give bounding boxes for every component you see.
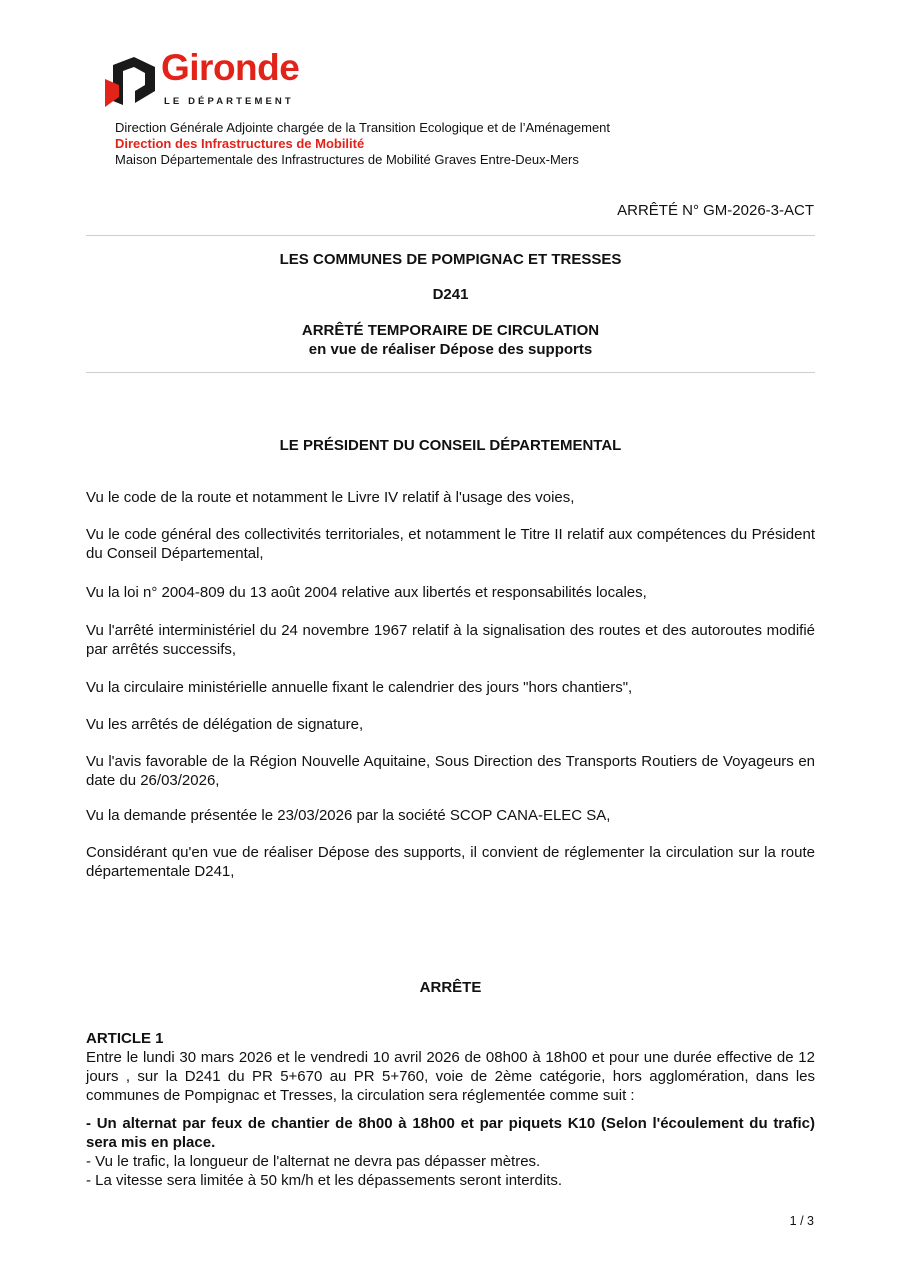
consideration-1: Vu le code de la route et notamment le Livre IV relatif à l'usage des voies,	[86, 489, 575, 506]
page-number: 1 / 3	[789, 1214, 814, 1228]
org-line-2: Direction des Infrastructures de Mobilité	[115, 136, 365, 151]
divider-bottom	[86, 372, 815, 373]
gironde-logo-mark-icon	[103, 57, 159, 117]
consideration-8: Vu la demande présentée le 23/03/2026 par la société SCOP CANA-ELEC SA,	[86, 807, 611, 824]
org-line-3: Maison Départementale des Infrastructures de Mobilité Graves Entre-Deux-Mers	[115, 152, 579, 167]
divider-top	[86, 235, 815, 236]
consideration-9: Considérant qu'en vue de réaliser Dépose des supports, il convient de réglementer la circulation sur la route départementale D241,	[86, 844, 815, 880]
decree-heading: ARRÊTE	[419, 979, 482, 996]
logo-subtitle: LE DÉPARTEMENT	[164, 96, 294, 107]
logo-name: Gironde	[161, 47, 300, 88]
article-1-text: Entre le lundi 30 mars 2026 et le vendredi 10 avril 2026 de 08h00 à 18h00 et pour une durée effective de 12 jours , sur la D241 du PR 5+670 au PR 5+760, voie de 2ème catégorie, hors agglomération, dans les communes de Pompignac et Tresses, la circulation sera réglementée comme suit :	[86, 1049, 815, 1104]
consideration-4: Vu l'arrêté interministériel du 24 novembre 1967 relatif à la signalisation des routes et des autoroutes modifié par arrêtés successifs,	[86, 622, 815, 658]
org-line-1: Direction Générale Adjointe chargée de la Transition Ecologique et de l’Aménagement	[115, 120, 611, 135]
consideration-2: Vu le code général des collectivités territoriales, et notamment le Titre II relatif aux compétences du Président du Conseil Départemental,	[86, 526, 815, 562]
consideration-6: Vu les arrêtés de délégation de signature,	[86, 716, 364, 733]
article-1	[86, 1029, 815, 1190]
communes-title: LES COMMUNES DE POMPIGNAC ET TRESSES	[279, 251, 622, 268]
president-heading: LE PRÉSIDENT DU CONSEIL DÉPARTEMENTAL	[279, 437, 622, 454]
article-1-item-2: - La vitesse sera limitée à 50 km/h et les dépassements seront interdits.	[86, 1172, 563, 1189]
article-1-title: ARTICLE 1	[86, 1030, 164, 1047]
decree-purpose: en vue de réaliser Dépose des supports	[308, 341, 593, 358]
consideration-3: Vu la loi n° 2004-809 du 13 août 2004 relative aux libertés et responsabilités locales,	[86, 584, 647, 601]
consideration-5: Vu la circulaire ministérielle annuelle fixant le calendrier des jours "hors chantiers",	[86, 679, 633, 696]
gironde-logo	[103, 47, 313, 117]
decree-reference: ARRÊTÉ N° GM-2026-3-ACT	[617, 202, 814, 219]
decree-type-title: ARRÊTÉ TEMPORAIRE DE CIRCULATION	[301, 322, 600, 339]
article-1-item-1: - Vu le trafic, la longueur de l'alternat ne devra pas dépasser mètres.	[86, 1153, 541, 1170]
article-1-measure: - Un alternat par feux de chantier de 8h00 à 18h00 et par piquets K10 (Selon l'écoulement du trafic) sera mis en place.	[86, 1115, 815, 1151]
organization-header	[115, 120, 610, 168]
road-title: D241	[432, 286, 469, 303]
consideration-7: Vu l'avis favorable de la Région Nouvelle Aquitaine, Sous Direction des Transports Routiers de Voyageurs en date du 26/03/2026,	[86, 753, 815, 789]
